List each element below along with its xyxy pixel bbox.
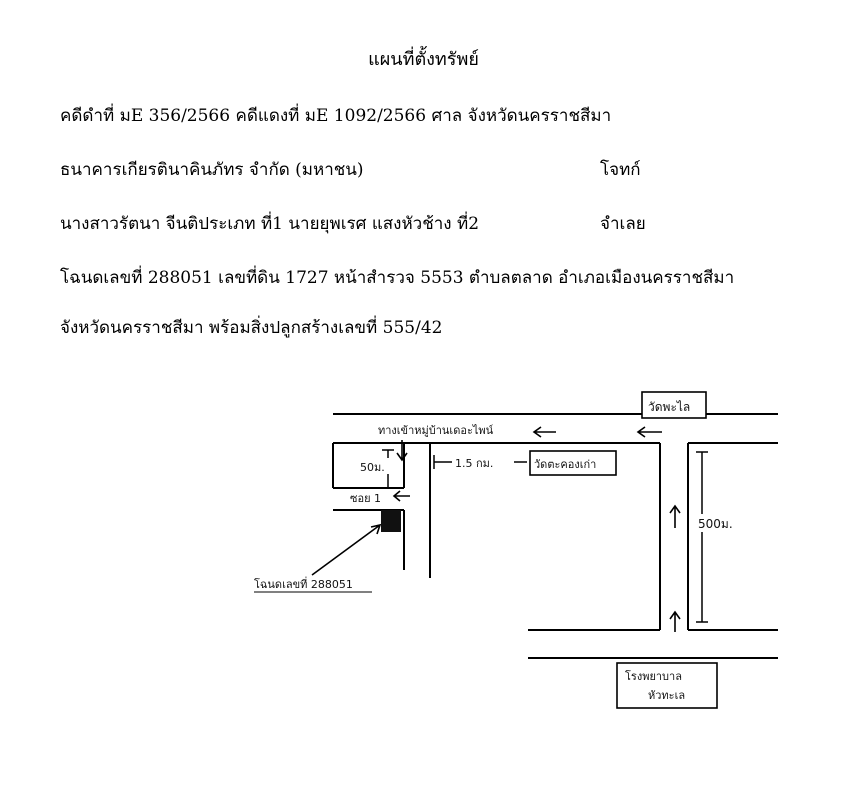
land-plot-marker bbox=[381, 510, 401, 532]
arrow-left-mid-icon bbox=[534, 427, 556, 437]
hospital-label-line1: โรงพยาบาล bbox=[625, 670, 682, 683]
plaintiff-role: โจทก์ bbox=[600, 160, 641, 180]
deed-details: โฉนดเลขที่ 288051 เลขที่ดิน 1727 หน้าสำรวจ 5553 ตำบลตลาด อำเภอเมืองนครราชสีมา bbox=[60, 268, 735, 288]
old-temple-label: วัดตะคองเก่า bbox=[534, 458, 597, 471]
deed-details-continued: จังหวัดนครราชสีมา พร้อมสิ่งปลูกสร้างเลขที่ 555/42 bbox=[60, 318, 443, 338]
distance-1-5km-label: 1.5 กม. bbox=[455, 457, 494, 470]
arrow-left-right-icon bbox=[638, 427, 662, 437]
village-entrance-label: ทางเข้าหมู่บ้านเดอะไพน์ bbox=[378, 424, 494, 437]
arrow-up-lower-icon bbox=[670, 612, 680, 632]
temple-top-label: วัดพะไล bbox=[648, 400, 691, 414]
defendant-role: จำเลย bbox=[600, 214, 646, 234]
arrow-up-upper-icon bbox=[670, 506, 680, 528]
arrow-soi-icon bbox=[394, 491, 410, 501]
hospital-label-line2: หัวทะเล bbox=[648, 689, 686, 702]
plaintiff-name: ธนาคารเกียรตินาคินภัทร จำกัด (มหาชน) bbox=[60, 160, 364, 180]
deed-number-label: โฉนดเลขที่ 288051 bbox=[254, 578, 353, 591]
case-numbers: คดีดำที่ มE 356/2566 คดีแดงที่ มE 1092/2566 ศาล จังหวัดนครราชสีมา bbox=[60, 106, 612, 126]
soi-label: ซอย 1 bbox=[350, 492, 382, 505]
distance-500m-label: 500ม. bbox=[698, 517, 733, 531]
page-title: แผนที่ตั้งทรัพย์ bbox=[368, 49, 479, 70]
defendant-names: นางสาวรัตนา จีนติประเภท ที่1 นายยุพเรศ แสงหัวช้าง ที่2 bbox=[60, 214, 480, 234]
plot-pointer-icon bbox=[312, 525, 380, 575]
distance-50m-label: 50ม. bbox=[360, 461, 385, 474]
